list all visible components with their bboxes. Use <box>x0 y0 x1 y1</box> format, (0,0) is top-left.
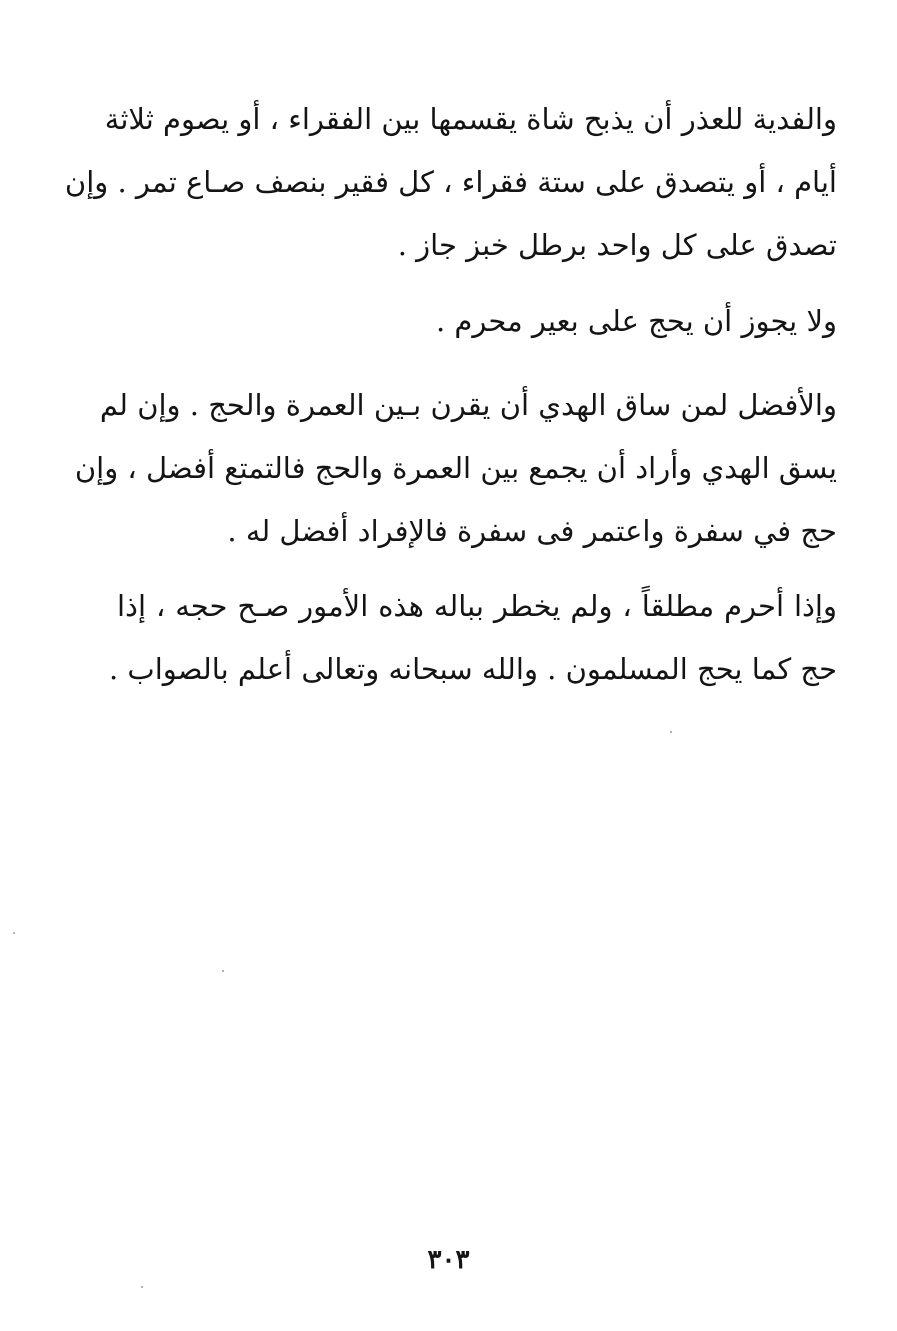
paragraph-2 <box>117 290 837 353</box>
paragraph-4 <box>108 575 837 701</box>
paragraph-1-line-3: تصدق على كل واحد برطل خبز جاز . <box>397 228 837 262</box>
paragraph-3-line-2: يسق الهدي وأراد أن يجمع بين العمرة والحج فالتمتع أفضل ، وإن <box>74 451 837 485</box>
paragraph-3-line-3: حج في سفرة واعتمر فى سفرة فالإفراد أفضل له . <box>227 514 837 548</box>
paragraph-1-line-2: أيام ، أو يتصدق على ستة فقراء ، كل فقير بنصف صـاع تمر . وإن <box>64 165 837 199</box>
paragraph-4-line-1: وإذا أحرم مطلقاً ، ولم يخطر بباله هذه الأمور صـح حجه ، إذا <box>117 589 837 623</box>
scan-speck <box>13 932 15 934</box>
paragraph-1-line-1: والفدية للعذر أن يذبح شاة يقسمها بين الفقراء ، أو يصوم ثلاثة <box>104 102 837 136</box>
paragraph-3 <box>74 374 837 563</box>
page-number: ٣٠٣ <box>427 1245 470 1275</box>
paragraph-1 <box>64 88 837 277</box>
scan-speck <box>222 970 224 972</box>
paragraph-2-line-1: ولا يجوز أن يحج على بعير محرم . <box>435 304 837 338</box>
paragraph-4-line-2: حج كما يحج المسلمون . والله سبحانه وتعالى أعلم بالصواب . <box>108 652 837 686</box>
scan-speck <box>141 1286 143 1288</box>
paragraph-3-line-1: والأفضل لمن ساق الهدي أن يقرن بـين العمرة والحج . وإن لم <box>99 388 837 422</box>
scan-speck <box>670 731 672 733</box>
